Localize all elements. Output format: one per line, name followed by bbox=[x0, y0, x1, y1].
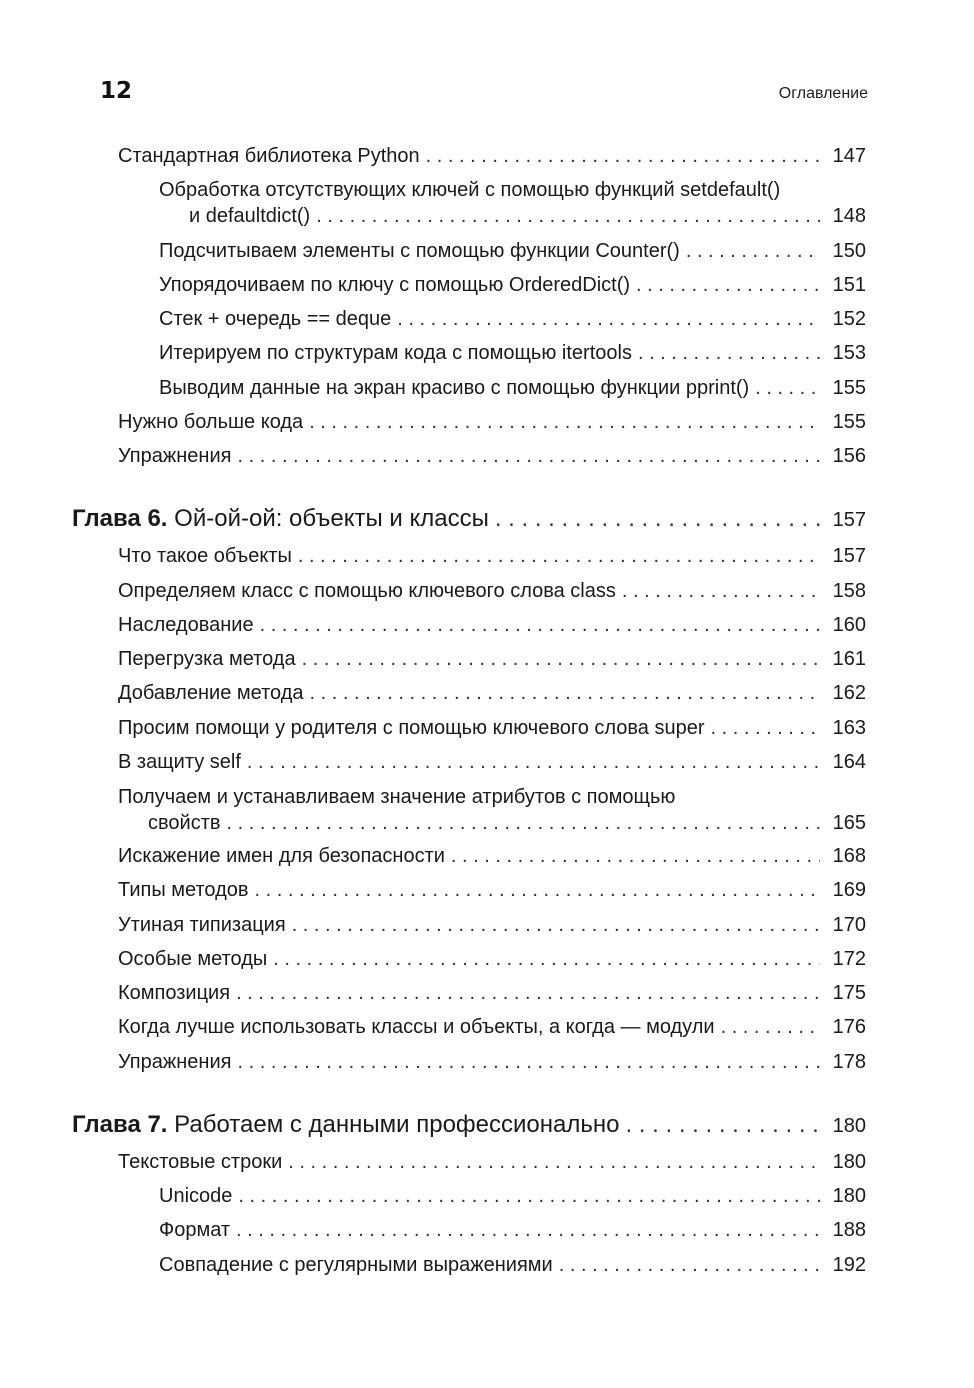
toc-entry-composition[interactable] bbox=[118, 980, 866, 1006]
toc-entry-page: 158 bbox=[832, 580, 866, 602]
toc-entry-text-strings[interactable] bbox=[118, 1149, 866, 1175]
leader-dots bbox=[638, 340, 820, 366]
toc-entry-exercises-6[interactable] bbox=[118, 1049, 866, 1075]
leader-dots bbox=[755, 375, 820, 401]
toc-entry-special-methods[interactable] bbox=[118, 946, 866, 972]
toc-chapter-7[interactable] bbox=[72, 1110, 866, 1141]
toc-entry-itertools[interactable] bbox=[159, 340, 866, 366]
toc-entry-title: Типы методов bbox=[118, 879, 249, 901]
leader-dots bbox=[292, 912, 820, 938]
toc-entry-deque[interactable] bbox=[159, 306, 866, 332]
leader-dots bbox=[721, 1014, 820, 1040]
toc-entry-page: 180 bbox=[832, 1115, 866, 1137]
toc-entry-page: 162 bbox=[832, 682, 866, 704]
leader-dots bbox=[316, 203, 820, 229]
leader-dots bbox=[247, 749, 820, 775]
toc-entry-page: 163 bbox=[832, 717, 866, 739]
chapter-title: Ой-ой-ой: объекты и классы bbox=[174, 505, 489, 532]
toc-entry-title: Что такое объекты bbox=[118, 545, 292, 567]
leader-dots bbox=[255, 877, 820, 903]
toc-entry-inheritance[interactable] bbox=[118, 612, 866, 638]
toc-entry-page: 150 bbox=[832, 240, 866, 262]
toc-entry-duck-typing[interactable] bbox=[118, 912, 866, 938]
toc-entry-page: 170 bbox=[832, 914, 866, 936]
leader-dots bbox=[622, 578, 820, 604]
toc-entry-when-classes[interactable] bbox=[118, 1014, 866, 1040]
toc-entry-title: Перегрузка метода bbox=[118, 648, 296, 670]
toc-entry-page: 156 bbox=[832, 445, 866, 467]
leader-dots bbox=[686, 238, 820, 264]
toc-entry-title: Стек + очередь == deque bbox=[159, 308, 392, 330]
toc-entry-define-class[interactable] bbox=[118, 578, 866, 604]
toc-entry-title: Упражнения bbox=[118, 1051, 232, 1073]
toc-entry-page: 160 bbox=[832, 614, 866, 636]
leader-dots bbox=[236, 1217, 820, 1243]
toc-entry-title: Совпадение с регулярными выражениями bbox=[159, 1254, 553, 1276]
toc-entry-title: В защиту self bbox=[118, 751, 241, 773]
toc-entry-exercises-5[interactable] bbox=[118, 443, 866, 469]
toc-entry-page: 180 bbox=[832, 1185, 866, 1207]
toc-entry-unicode[interactable] bbox=[159, 1183, 866, 1209]
toc-entry-properties[interactable] bbox=[118, 784, 866, 836]
leader-dots bbox=[226, 810, 820, 836]
running-head: Оглавление bbox=[778, 85, 868, 102]
leader-dots bbox=[237, 443, 820, 469]
toc-entry-setdefault[interactable] bbox=[159, 177, 866, 229]
toc-entry-title: Формат bbox=[159, 1219, 231, 1241]
toc-entry-title: Стандартная библиотека Python bbox=[118, 145, 420, 167]
toc-entry-page: 175 bbox=[832, 982, 866, 1004]
toc-entry-page: 148 bbox=[832, 205, 866, 227]
toc-entry-title-line2: свойств bbox=[148, 812, 221, 834]
toc-entry-page: 176 bbox=[832, 1016, 866, 1038]
leader-dots bbox=[236, 980, 820, 1006]
leader-dots bbox=[298, 543, 820, 569]
toc-entry-title: Утиная типизация bbox=[118, 914, 286, 936]
page-number: 12 bbox=[100, 78, 133, 104]
toc-chapter-6[interactable] bbox=[72, 504, 866, 535]
toc-entry-stdlib[interactable] bbox=[118, 143, 866, 169]
toc-entry-counter[interactable] bbox=[159, 238, 866, 264]
toc-entry-title: Итерируем по структурам кода с помощью itertools bbox=[159, 342, 632, 364]
toc-entry-title: Нужно больше кода bbox=[118, 411, 304, 433]
toc-entry-page: 153 bbox=[832, 342, 866, 364]
toc-entry-title-line1: Обработка отсутствующих ключей с помощью функций setdefault() bbox=[159, 179, 781, 201]
toc-entry-page: 157 bbox=[832, 509, 866, 531]
toc-entry-page: 169 bbox=[832, 879, 866, 901]
leader-dots bbox=[238, 1183, 820, 1209]
toc-entry-page: 180 bbox=[832, 1151, 866, 1173]
leader-dots bbox=[426, 143, 820, 169]
leader-dots bbox=[288, 1149, 820, 1175]
toc-entry-page: 188 bbox=[832, 1219, 866, 1241]
toc-entry-override[interactable] bbox=[118, 646, 866, 672]
toc-entry-title: Текстовые строки bbox=[118, 1151, 283, 1173]
toc-entry-page: 157 bbox=[832, 545, 866, 567]
toc-entry-title: Определяем класс с помощью ключевого слова class bbox=[118, 580, 616, 602]
toc-entry-ordereddict[interactable] bbox=[159, 272, 866, 298]
toc-entry-what-objects[interactable] bbox=[118, 543, 866, 569]
toc-entry-page: 155 bbox=[832, 377, 866, 399]
toc-entry-title-line2: и defaultdict() bbox=[189, 205, 311, 227]
toc-entry-title: Выводим данные на экран красиво с помощью функции pprint() bbox=[159, 377, 750, 399]
toc-entry-title: Искажение имен для безопасности bbox=[118, 845, 445, 867]
toc-entry-page: 168 bbox=[832, 845, 866, 867]
toc-entry-page: 147 bbox=[832, 145, 866, 167]
toc-entry-method-types[interactable] bbox=[118, 877, 866, 903]
chapter-prefix: Глава 6. bbox=[72, 505, 168, 532]
toc-entry-page: 172 bbox=[832, 948, 866, 970]
toc-entry-add-method[interactable] bbox=[118, 680, 866, 706]
toc-entry-page: 155 bbox=[832, 411, 866, 433]
leader-dots bbox=[302, 646, 820, 672]
toc-entry-mangling[interactable] bbox=[118, 843, 866, 869]
leader-dots bbox=[451, 843, 820, 869]
chapter-prefix: Глава 7. bbox=[72, 1111, 168, 1138]
leader-dots bbox=[559, 1252, 820, 1278]
toc-entry-title: Unicode bbox=[159, 1185, 233, 1207]
toc-entry-page: 164 bbox=[832, 751, 866, 773]
leader-dots bbox=[636, 272, 820, 298]
toc-entry-pprint[interactable] bbox=[159, 375, 866, 401]
leader-dots bbox=[237, 1049, 820, 1075]
toc-entry-page: 151 bbox=[832, 274, 866, 296]
toc-entry-title: Подсчитываем элементы с помощью функции Counter() bbox=[159, 240, 680, 262]
toc-entry-page: 161 bbox=[832, 648, 866, 670]
leader-dots bbox=[273, 946, 820, 972]
leader-dots bbox=[260, 612, 820, 638]
toc-entry-page: 152 bbox=[832, 308, 866, 330]
toc-entry-more-code[interactable] bbox=[118, 409, 866, 435]
toc-entry-page: 178 bbox=[832, 1051, 866, 1073]
toc-entry-title: Просим помощи у родителя с помощью ключевого слова super bbox=[118, 717, 705, 739]
leader-dots bbox=[495, 504, 820, 534]
toc-entry-title: Наследование bbox=[118, 614, 254, 636]
leader-dots bbox=[625, 1110, 820, 1140]
toc-entry-title: Композиция bbox=[118, 982, 231, 1004]
toc-entry-title: Упражнения bbox=[118, 445, 232, 467]
toc-entry-page: 192 bbox=[832, 1254, 866, 1276]
toc-entry-title: Особые методы bbox=[118, 948, 268, 970]
leader-dots bbox=[309, 409, 820, 435]
toc-entry-title: Когда лучше использовать классы и объекты, а когда — модули bbox=[118, 1016, 715, 1038]
toc-entry-super[interactable] bbox=[118, 715, 866, 741]
leader-dots bbox=[711, 715, 820, 741]
chapter-title: Работаем с данными профессионально bbox=[174, 1111, 620, 1138]
toc-entry-title-line1: Получаем и устанавливаем значение атрибутов с помощью bbox=[118, 786, 676, 808]
toc-entry-title: Упорядочиваем по ключу с помощью OrderedDict() bbox=[159, 274, 631, 296]
leader-dots bbox=[310, 680, 821, 706]
toc-entry-self[interactable] bbox=[118, 749, 866, 775]
toc-entry-regex[interactable] bbox=[159, 1252, 866, 1278]
leader-dots bbox=[397, 306, 820, 332]
toc-entry-title: Добавление метода bbox=[118, 682, 304, 704]
toc-entry-format[interactable] bbox=[159, 1217, 866, 1243]
toc-entry-page: 165 bbox=[832, 812, 866, 834]
